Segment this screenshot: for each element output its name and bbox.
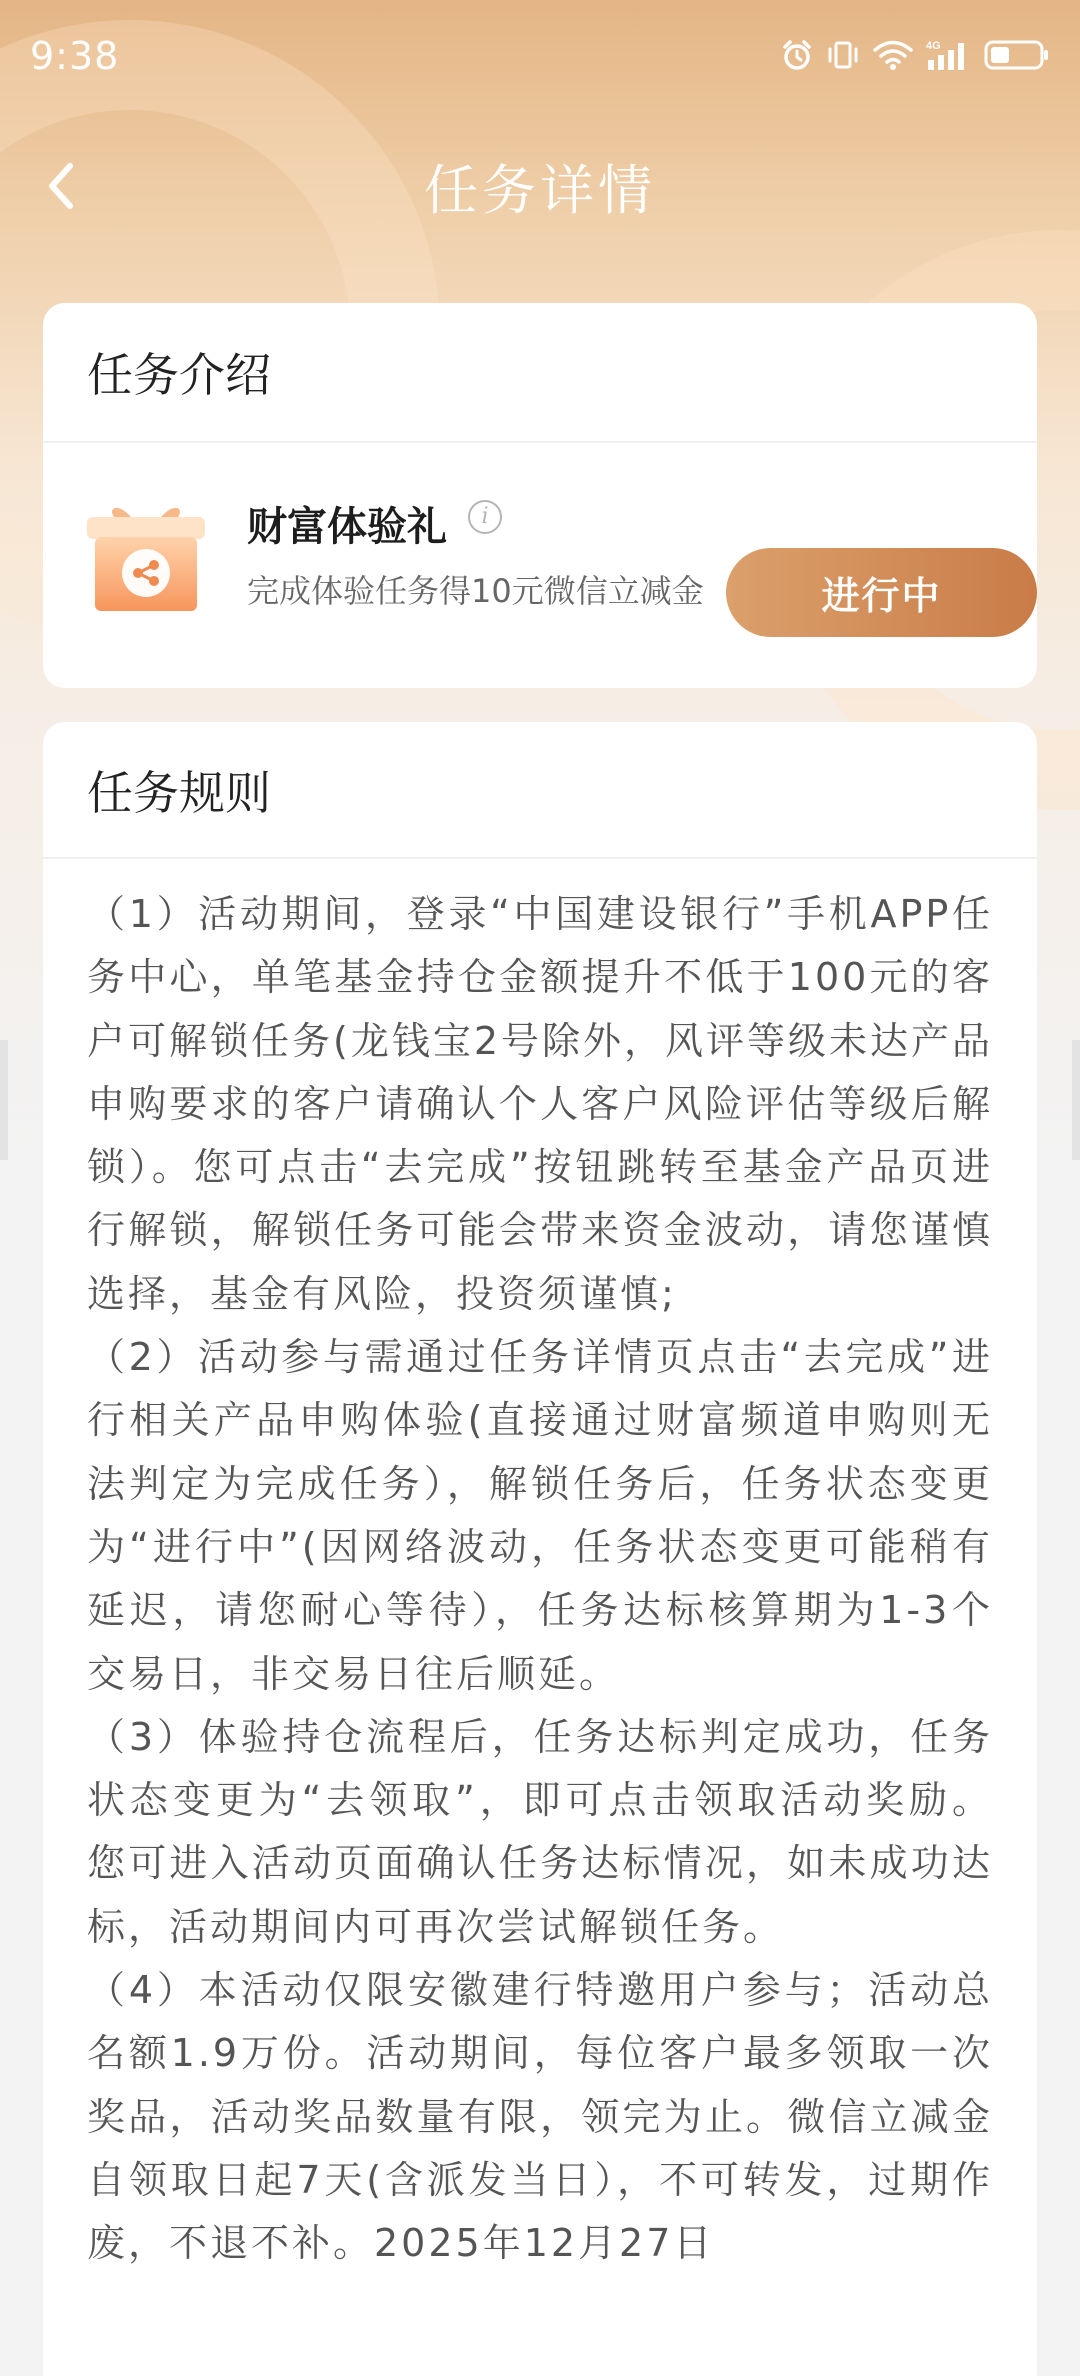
rule-item: （3）体验持仓流程后，任务达标判定成功，任务状态变更为“去领取”，即可点击领取活动奖励。您可进入活动页面确认任务达标情况，如未成功达标，活动期间内可再次尝试解锁任务。 [87,1714,993,1949]
status-time: 9:38 [30,34,120,78]
vibrate-icon [826,38,860,72]
wifi-icon [872,38,914,72]
status-icons [780,38,1050,72]
edge-handle [0,1040,8,1160]
rules-body [43,859,1037,2276]
alarm-icon [780,38,814,72]
rule-item: （2）活动参与需通过任务详情页点击“去完成”进行相关产品申购体验(直接通过财富频道申购则无法判定为完成任务），解锁任务后，任务状态变更为“进行中”(因网络波动，任务状态变更可能稍有延迟，请您耐心等待），任务达标核算期为1-3个交易日，非交易日往后顺延。 [87,1335,993,1696]
status-bar [0,0,1080,118]
rule-item: （4）本活动仅限安徽建行特邀用户参与；活动总名额1.9万份。活动期间，每位客户最多领取一次奖品，活动奖品数量有限，领完为止。微信立减金自领取日起7天(含派发当日），不可转发，过期作废，不退不补。2025年12月27日 [87,1968,993,2266]
info-icon[interactable]: i [468,500,502,534]
task-intro-card [43,303,1037,688]
4g-signal-icon [926,38,972,72]
task-rules-card [43,722,1037,2376]
edge-handle [1072,1040,1080,1160]
svg-text:4G: 4G [926,40,941,52]
nav-bar [0,118,1080,244]
gift-icon [83,495,209,617]
rules-card-title: 任务规则 [43,722,1037,859]
task-description: 完成体验任务得10元微信立减金 [247,572,704,610]
page-title: 任务详情 [424,159,656,222]
task-status-button[interactable]: 进行中 [726,548,1037,637]
task-name: 财富体验礼 [247,504,447,550]
intro-card-title: 任务介绍 [43,303,1037,443]
rule-item: （1）活动期间，登录“中国建设银行”手机APP任务中心，单笔基金持仓金额提升不低于100元的客户可解锁任务(龙钱宝2号除外，风评等级未达产品申购要求的客户请确认个人客户风险评估等级后解锁）。您可点击“去完成”按钮跳转至基金产品页进行解锁，解锁任务可能会带来资金波动，请您谨慎选择，基金有风险，投资须谨慎; [87,892,994,1316]
battery-icon [984,38,1050,72]
